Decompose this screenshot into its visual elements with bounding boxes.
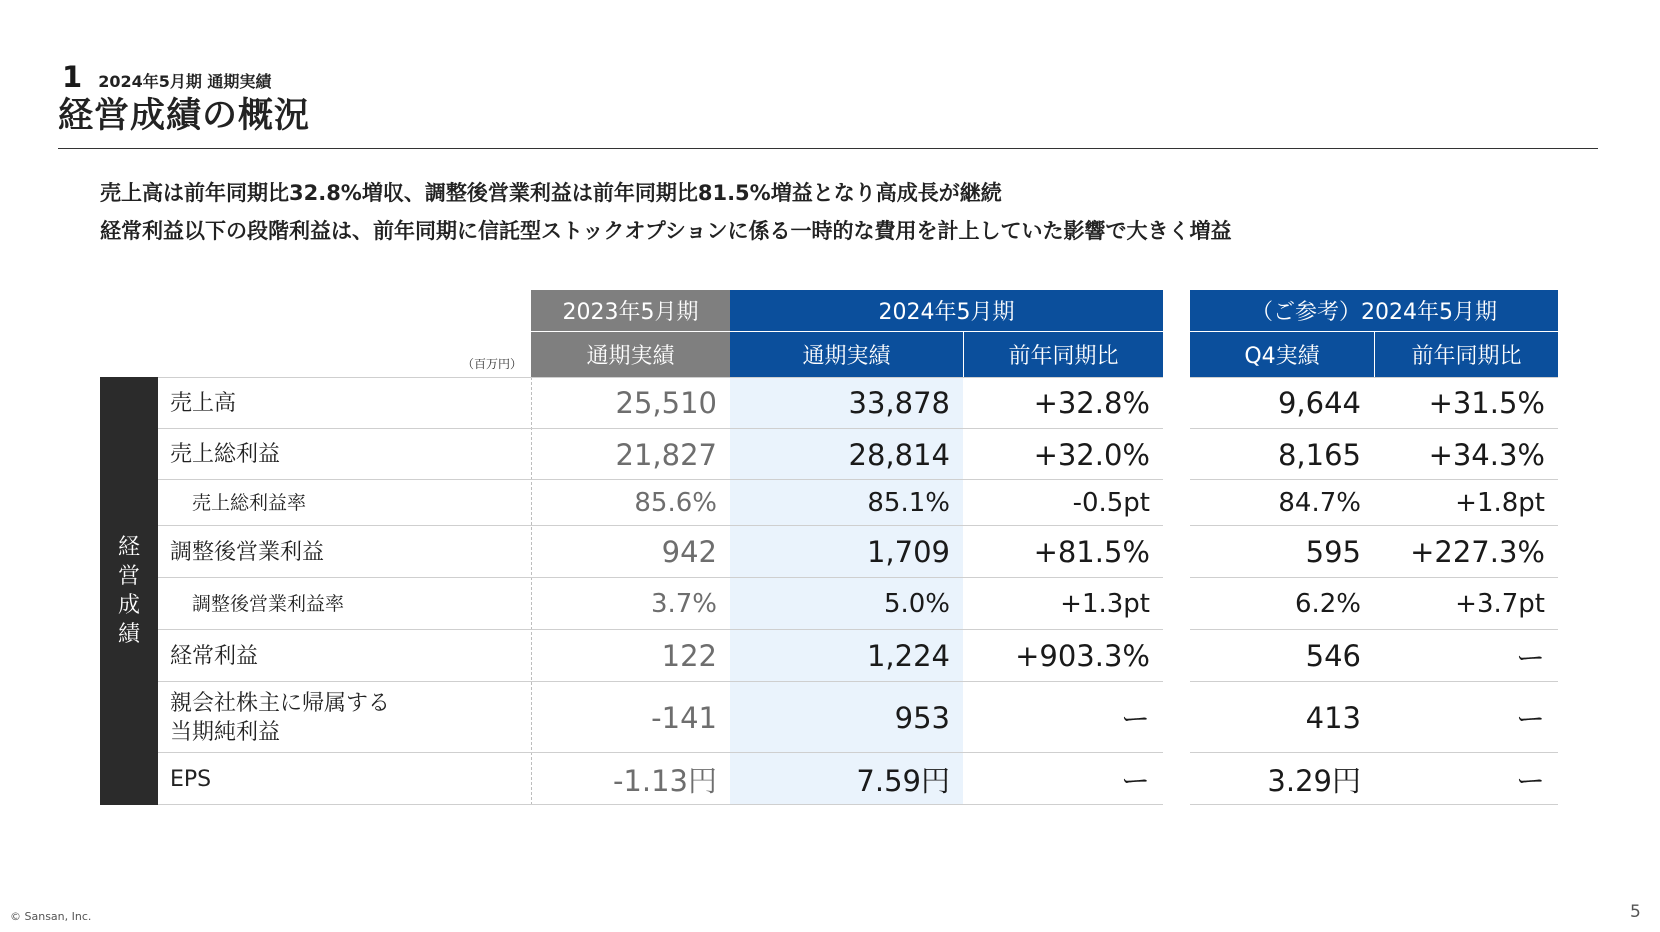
row-label: 売上総利益 — [170, 442, 281, 467]
title-divider — [58, 148, 1598, 149]
table-row — [158, 480, 1163, 526]
side-label-char: 成 — [117, 593, 140, 618]
table-row-ref — [1190, 377, 1558, 429]
table-row — [158, 682, 1163, 753]
table-row-ref — [1190, 753, 1558, 805]
yoy-value: +32.8% — [1033, 386, 1150, 420]
table-row — [158, 377, 1163, 429]
q4-value: 3.29円 — [1267, 763, 1361, 798]
fy2023-value: 21,827 — [615, 437, 717, 472]
summary — [100, 174, 1231, 250]
yoy-value: +32.0% — [1033, 437, 1150, 472]
q4-yoy-value: +31.5% — [1428, 386, 1545, 420]
fy2024-value: 85.1% — [867, 488, 950, 518]
section-number: 1 — [62, 60, 83, 94]
header-fy2024: 2024年5月期 — [730, 290, 1163, 331]
fy2024-value: 953 — [894, 700, 950, 735]
fy2023-value: 85.6% — [634, 488, 717, 518]
table-row-ref — [1190, 578, 1558, 630]
yoy-value: +1.3pt — [1060, 589, 1150, 619]
q4-value: 9,644 — [1277, 386, 1361, 420]
copyright: © Sansan, Inc. — [10, 910, 92, 923]
row-label: 調整後営業利益 — [170, 539, 325, 565]
table-row-ref — [1190, 480, 1558, 526]
row-label-line-2: 当期純利益 — [170, 719, 281, 745]
fy2024-value: 7.59円 — [856, 763, 950, 798]
page-title: 経営成績の概況 — [58, 96, 311, 136]
fy2023-value: 122 — [661, 639, 717, 673]
unit-label: （百万円） — [461, 357, 522, 371]
q4-yoy-value: ー — [1515, 763, 1545, 798]
table-row — [158, 630, 1163, 682]
fy2023-value: -1.13円 — [612, 763, 717, 798]
fy2023-value: 3.7% — [650, 589, 717, 619]
row-label: 売上総利益率 — [192, 491, 307, 514]
q4-value: 8,165 — [1277, 437, 1361, 472]
side-label-char: 績 — [117, 622, 140, 647]
table-row-ref — [1190, 526, 1558, 578]
summary-line-1: 売上高は前年同期比32.8%増収、調整後営業利益は前年同期比81.5%増益となり高成長が継続 — [100, 181, 1002, 205]
header-fy2024-yoy: 前年同期比 — [963, 332, 1163, 377]
table-row — [158, 429, 1163, 480]
yoy-value: ー — [1120, 702, 1150, 736]
yoy-value: +81.5% — [1033, 535, 1150, 569]
table-row — [158, 526, 1163, 578]
q4-yoy-value: +227.3% — [1410, 535, 1545, 569]
table-row — [158, 753, 1163, 805]
q4-yoy-value: +1.8pt — [1455, 488, 1545, 518]
q4-value: 84.7% — [1278, 488, 1361, 518]
table-row-ref — [1190, 682, 1558, 753]
header-fy2023-actual: 通期実績 — [531, 332, 730, 377]
q4-yoy-value: +34.3% — [1428, 437, 1545, 472]
fy2024-value: 5.0% — [883, 589, 950, 619]
side-label-char: 経 — [117, 535, 140, 560]
q4-yoy-value: +3.7pt — [1455, 589, 1545, 619]
fy2024-value: 33,878 — [848, 386, 950, 420]
row-label: EPS — [170, 766, 212, 792]
q4-value: 413 — [1305, 700, 1361, 735]
row-label: 売上高 — [170, 390, 237, 416]
q4-yoy-value: ー — [1515, 640, 1545, 675]
header-reference: （ご参考）2024年5月期 — [1190, 290, 1558, 331]
q4-value: 546 — [1305, 639, 1361, 673]
row-label: 調整後営業利益率 — [192, 592, 345, 615]
row-label — [170, 682, 390, 753]
side-label — [100, 377, 158, 805]
yoy-value: -0.5pt — [1072, 488, 1150, 518]
header-fy2024-actual: 通期実績 — [730, 332, 963, 377]
fy2024-value: 28,814 — [848, 437, 950, 472]
yoy-value: +903.3% — [1015, 639, 1150, 673]
side-label-char: 営 — [117, 564, 140, 589]
fy2023-value: -141 — [651, 700, 717, 735]
fy2023-value: 942 — [661, 535, 717, 569]
header-fy2023: 2023年5月期 — [531, 290, 730, 331]
summary-line-2: 経常利益以下の段階利益は、前年同期に信託型ストックオプションに係る一時的な費用を計上していた影響で大きく増益 — [100, 219, 1232, 243]
row-label-line-1: 親会社株主に帰属する — [170, 690, 391, 716]
header-q4-actual: Q4実績 — [1190, 332, 1374, 377]
fy2023-value: 25,510 — [615, 386, 717, 420]
yoy-value: ー — [1120, 763, 1150, 798]
header-q4-yoy: 前年同期比 — [1374, 332, 1558, 377]
table-row-ref — [1190, 630, 1558, 682]
table-row-ref — [1190, 429, 1558, 480]
row-label: 経常利益 — [170, 643, 259, 669]
page-number: 5 — [1630, 902, 1641, 922]
q4-value: 6.2% — [1294, 589, 1361, 619]
section-title: 2024年5月期 通期実績 — [98, 72, 272, 91]
fy2024-value: 1,224 — [866, 639, 950, 673]
q4-yoy-value: ー — [1515, 702, 1545, 736]
q4-value: 595 — [1305, 535, 1361, 569]
fy2024-value: 1,709 — [866, 535, 950, 569]
table-row — [158, 578, 1163, 630]
